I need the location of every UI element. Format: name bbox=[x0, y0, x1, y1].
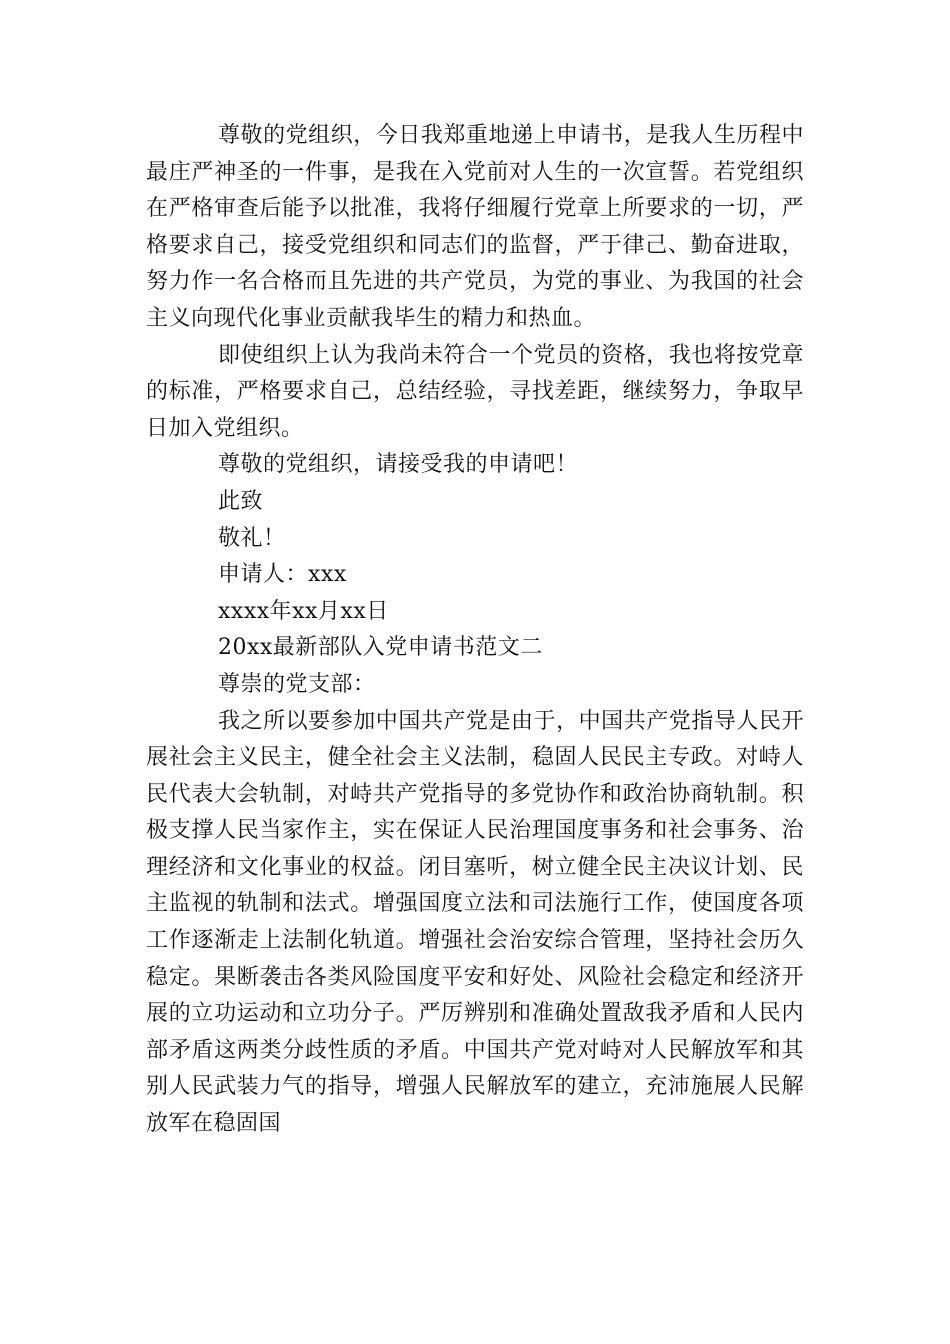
salutation-cizhi: 此致 bbox=[218, 488, 264, 514]
paragraph-commitment: 即使组织上认为我尚未符合一个党员的资格，我也将按党章的标准，严格要求自己，总结经验，寻找差距，继续努力，争取早日加入党组织。 bbox=[146, 342, 804, 441]
section-title: 20xx最新部队入党申请书范文二 bbox=[218, 635, 543, 661]
paragraph-reasons: 我之所以要参加中国共产党是由于，中国共产党指导人民开展社会主义民主，健全社会主义法制，稳固人民民主专政。对峙人民代表大会轨制，对峙共产党指导的多党协作和政治协商轨制。积极支撑人民当家作主，实在保证人民治理国度事务和社会事务、治理经济和文化事业的权益。闭目塞听，树立健全民主决议计划、民主监视的轨制和法式。增强国度立法和司法施行工作，使国度各项工作逐渐走上法制化轨道。增强社会治安综合管理，坚持社会历久稳定。果断袭击各类风险国度平安和好处、风险社会稳定和经济开展的立功运动和立功分子。严厉辨别和准确处置敌我矛盾和人民内部矛盾这两类分歧性质的矛盾。中国共产党对峙对人民解放军和其别人民武装力气的指导，增强人民解放军的建立，充沛施展人民解放军在稳固国 bbox=[146, 708, 804, 1137]
letter-greeting: 尊崇的党支部： bbox=[218, 671, 376, 697]
applicant-name: 申请人：xxx bbox=[218, 562, 347, 588]
application-date: xxxx年xx月xx日 bbox=[218, 598, 389, 624]
paragraph-pledge: 尊敬的党组织，今日我郑重地递上申请书，是我人生历程中最庄严神圣的一件事，是我在入党前对人生的一次宣誓。若党组织在严格审查后能予以批准，我将仔细履行党章上所要求的一切，严格要求自己，接受党组织和同志们的监督，严于律己、勤奋进取，努力作一名合格而且先进的共产党员，为党的事业、为我国的社会主义向现代化事业贡献我毕生的精力和热血。 bbox=[146, 123, 804, 331]
salutation-jingli: 敬礼！ bbox=[218, 525, 286, 551]
closing-request: 尊敬的党组织，请接受我的申请吧！ bbox=[218, 452, 579, 478]
document-page bbox=[146, 118, 804, 1143]
